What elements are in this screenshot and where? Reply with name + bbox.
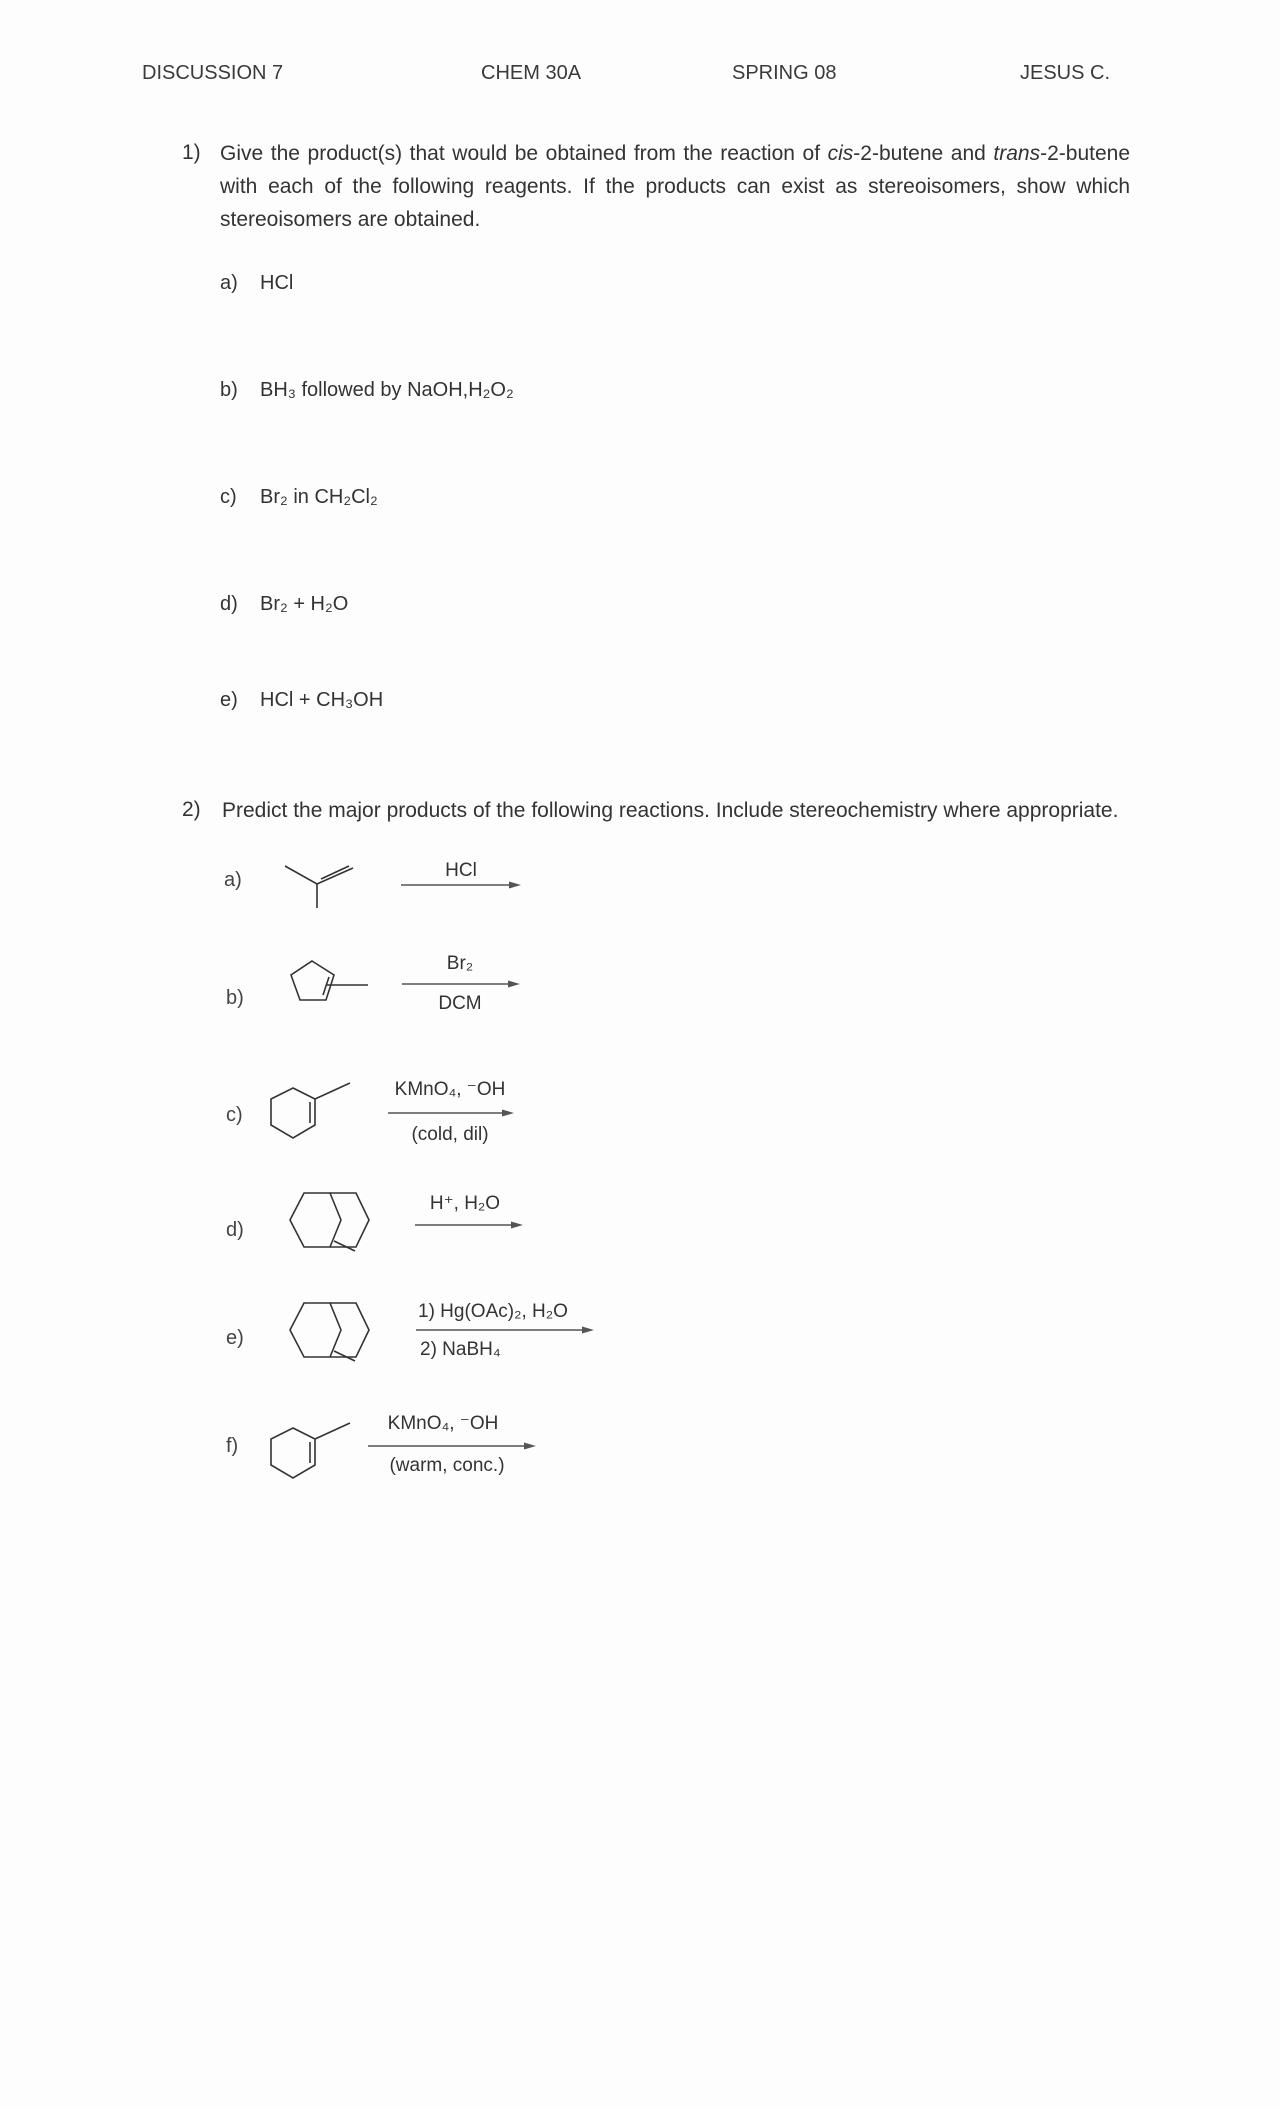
reaction-arrow-a [401, 880, 521, 890]
q1-part-c [220, 486, 378, 509]
bicyclic-structure-d [278, 1188, 393, 1258]
q1-part-d [220, 593, 348, 616]
alkene-structure-a [285, 860, 375, 910]
reaction-label-b: b) [226, 987, 244, 1009]
q1-prompt-end: -2-butene with each of the following reagents. If the products can exist as stereoisomers, show which stereoisomers are obtained. [220, 142, 1131, 231]
q1-part-reagent: BH₃ followed by NaOH,H₂O₂ [260, 379, 514, 401]
reagent-above-e: 1) Hg(OAc)₂, H₂O [418, 1301, 568, 1322]
header-author: JESUS C. [1020, 62, 1111, 84]
alkene-structure-b [288, 958, 368, 1018]
question-1-prompt [220, 137, 1130, 236]
reaction-arrow-f [368, 1441, 538, 1451]
q1-part-reagent: Br₂ in CH₂Cl₂ [260, 486, 378, 508]
header-term: SPRING 08 [732, 62, 837, 84]
reaction-label-f: f) [226, 1435, 239, 1457]
reagent-above-a: HCl [445, 860, 477, 881]
reagent-below-c: (cold, dil) [411, 1124, 489, 1145]
reaction-label-e: e) [226, 1327, 244, 1349]
reagent-below-f: (warm, conc.) [389, 1455, 505, 1476]
question-1-number: 1) [182, 141, 201, 164]
reaction-arrow-b [402, 979, 522, 989]
reaction-arrow-d [415, 1220, 525, 1230]
q1-part-label: b) [220, 379, 238, 401]
alkene-structure-f [268, 1420, 363, 1490]
q1-prompt-mid: -2-butene and [853, 142, 994, 165]
question-2-prompt: Predict the major products of the following reactions. Include stereochemistry where appropriate. [222, 799, 1119, 822]
q1-part-label: e) [220, 689, 238, 711]
q1-cis-term: cis [827, 142, 854, 165]
bicyclic-structure-e [278, 1298, 393, 1368]
q1-trans-term: trans [993, 142, 1041, 165]
reaction-label-d: d) [226, 1219, 244, 1241]
reagent-above-f: KMnO₄, ⁻OH [387, 1413, 499, 1434]
reagent-above-d: H⁺, H₂O [429, 1193, 501, 1214]
q1-part-label: a) [220, 272, 238, 294]
reagent-above-b: Br₂ [446, 953, 474, 974]
reaction-label-c: c) [226, 1104, 243, 1126]
reaction-arrow-c [388, 1108, 513, 1118]
reagent-above-c: KMnO₄, ⁻OH [394, 1079, 506, 1100]
header-course: CHEM 30A [481, 62, 582, 84]
q1-part-label: c) [220, 486, 237, 508]
q1-prompt-start: Give the product(s) that would be obtained from the reaction of [220, 142, 828, 165]
q1-part-reagent: Br₂ + H₂O [260, 593, 349, 615]
reagent-below-e: 2) NaBH₄ [420, 1339, 501, 1360]
q1-part-reagent: HCl + CH₃OH [260, 689, 384, 711]
question-2-number: 2) [182, 798, 201, 821]
alkene-structure-c [268, 1080, 363, 1150]
q1-part-reagent: HCl [260, 272, 294, 294]
reaction-arrow-e [416, 1325, 596, 1335]
reagent-below-b: DCM [438, 993, 482, 1014]
q1-part-a [220, 272, 293, 295]
q1-part-b [220, 379, 514, 402]
reaction-label-a: a) [224, 869, 242, 891]
q1-part-e [220, 689, 383, 712]
q1-part-label: d) [220, 593, 238, 615]
header-discussion: DISCUSSION 7 [142, 62, 284, 84]
